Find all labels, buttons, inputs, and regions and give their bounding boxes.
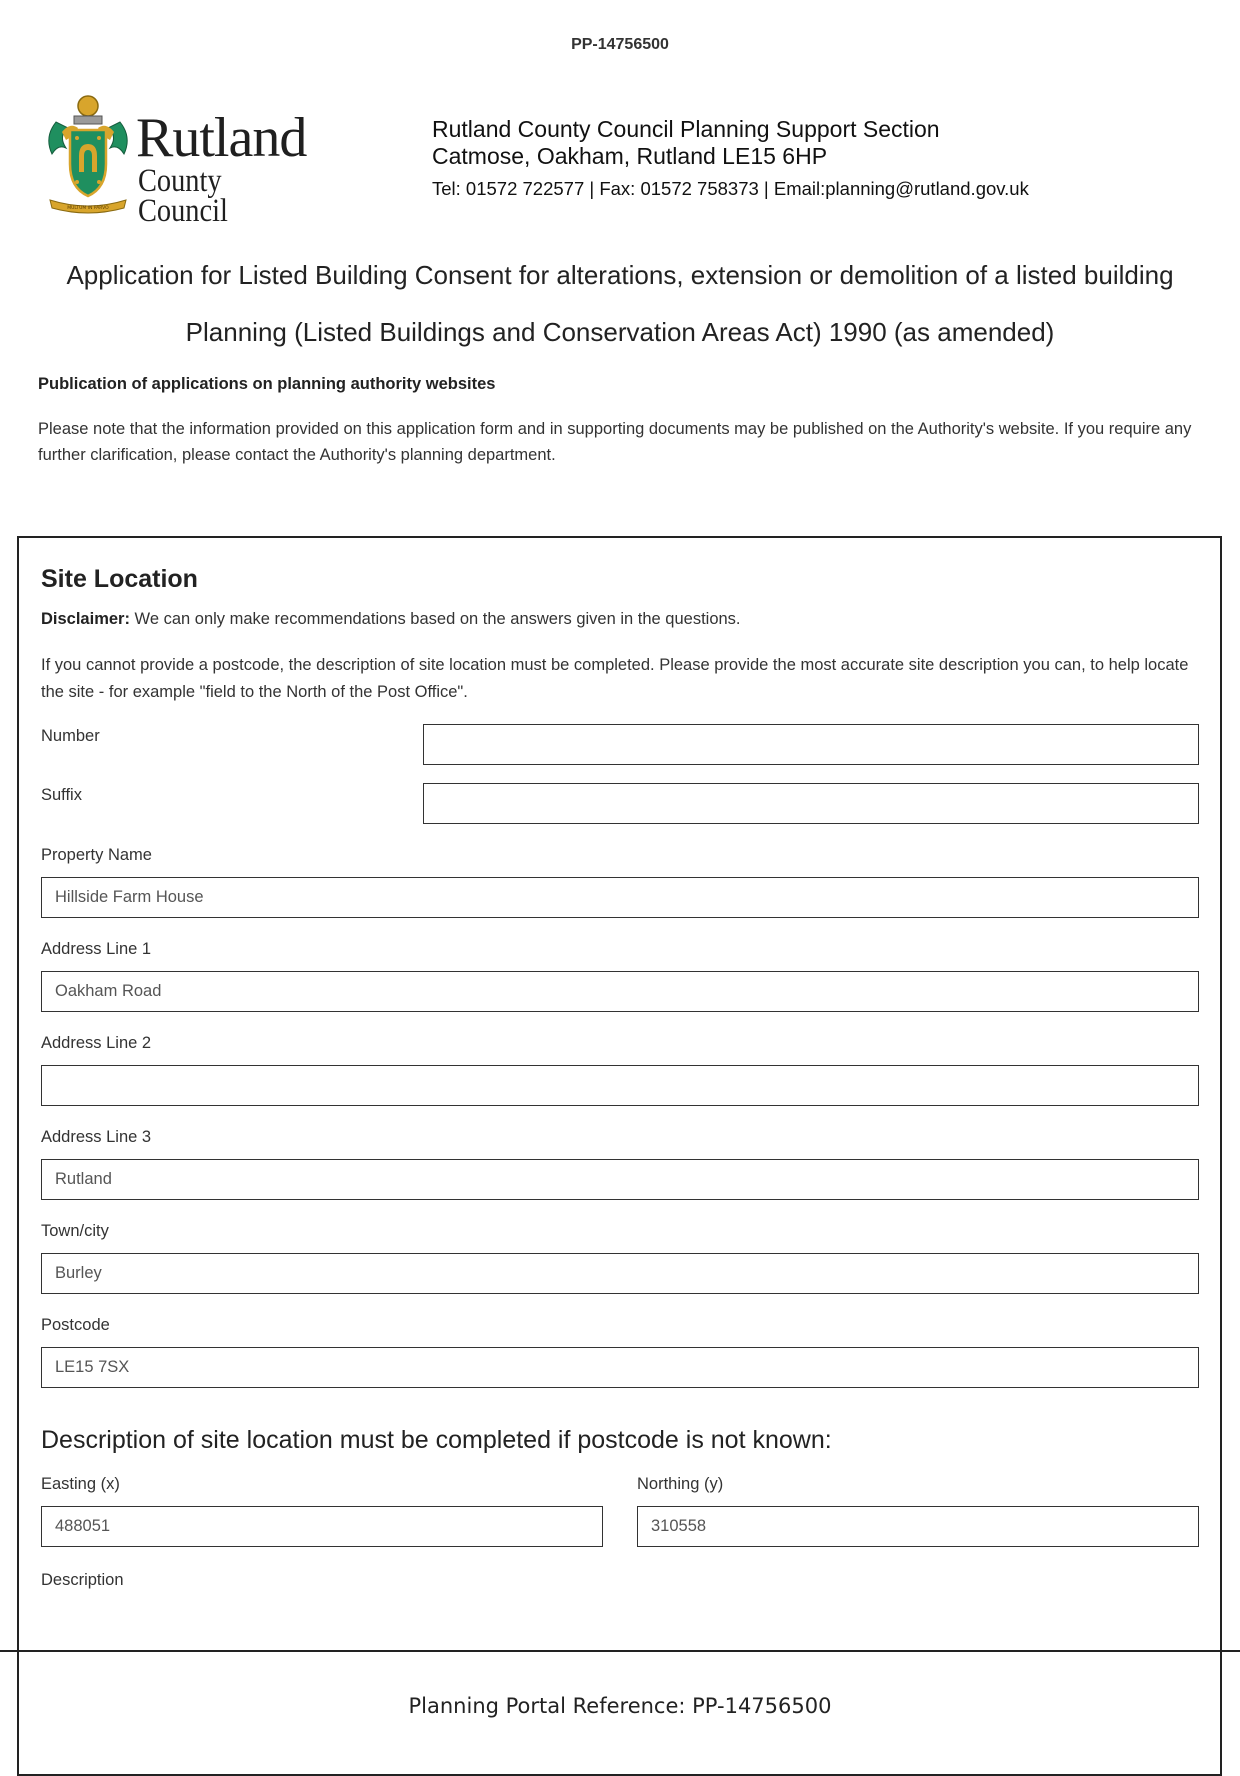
- publication-text: Please note that the information provided on this application form and in supporting documents may be published on the Authority's website. If you require any further clarification, please contact the Authority's planning department.: [38, 420, 1192, 464]
- town-input[interactable]: Burley: [41, 1253, 1199, 1294]
- property-name-label: Property Name: [41, 846, 152, 864]
- postcode-input[interactable]: LE15 7SX: [41, 1347, 1199, 1388]
- contact-details: Tel: 01572 722577 | Fax: 01572 758373 | Email:planning@rutland.gov.uk: [432, 178, 1029, 199]
- disclaimer: [41, 610, 741, 629]
- address-line-1-label: Address Line 1: [41, 940, 152, 958]
- number-input[interactable]: [423, 724, 1199, 765]
- address-line-2-input[interactable]: [41, 1065, 1199, 1106]
- easting-input[interactable]: 488051: [41, 1506, 603, 1547]
- property-name-input[interactable]: Hillside Farm House: [41, 877, 1199, 918]
- section-title: Site Location: [41, 565, 198, 593]
- postcode-label: Postcode: [41, 1316, 110, 1334]
- town-label: Town/city: [41, 1222, 109, 1240]
- northing-input[interactable]: 310558: [637, 1506, 1199, 1547]
- page-title: Application for Listed Building Consent for alterations, extension or demolition of a listed building: [66, 260, 1174, 290]
- contact-address: Catmose, Oakham, Rutland LE15 6HP: [432, 143, 828, 169]
- description-heading: Description of site location must be completed if postcode is not known:: [41, 1426, 832, 1454]
- svg-text:MULTUM IN PARVO: MULTUM IN PARVO: [67, 206, 109, 211]
- easting-label: Easting (x): [41, 1475, 120, 1493]
- disclaimer-label: Disclaimer:: [41, 610, 130, 628]
- address-line-3-input[interactable]: Rutland: [41, 1159, 1199, 1200]
- northing-label: Northing (y): [637, 1475, 724, 1493]
- crest-icon: [44, 92, 132, 214]
- suffix-input[interactable]: [423, 783, 1199, 824]
- reference-number: PP-14756500: [571, 36, 669, 53]
- act-title: Planning (Listed Buildings and Conservation Areas Act) 1990 (as amended): [185, 317, 1055, 347]
- logo-name: Rutland: [136, 107, 307, 169]
- contact-block: [432, 116, 1029, 200]
- logo-subtitle: County Council: [138, 163, 228, 229]
- footer-divider: [0, 1650, 1240, 1652]
- suffix-label: Suffix: [41, 786, 82, 804]
- disclaimer-text: We can only make recommendations based on the answers given in the questions.: [129, 610, 741, 628]
- council-logo: [44, 92, 314, 229]
- number-label: Number: [41, 727, 100, 745]
- description-label: Description: [41, 1571, 124, 1589]
- site-help-text: If you cannot provide a postcode, the description of site location must be completed. Please provide the most accurate site description you can, to help locate the site - for example "field to the North of the Post Office".: [41, 656, 1189, 701]
- publication-heading: Publication of applications on planning authority websites: [38, 375, 496, 393]
- address-line-1-input[interactable]: Oakham Road: [41, 971, 1199, 1012]
- address-line-3-label: Address Line 3: [41, 1128, 152, 1146]
- footer-reference: Planning Portal Reference: PP-14756500: [408, 1694, 832, 1718]
- site-location-section: [17, 536, 1222, 1776]
- contact-section: Rutland County Council Planning Support Section: [432, 116, 940, 142]
- address-line-2-label: Address Line 2: [41, 1034, 152, 1052]
